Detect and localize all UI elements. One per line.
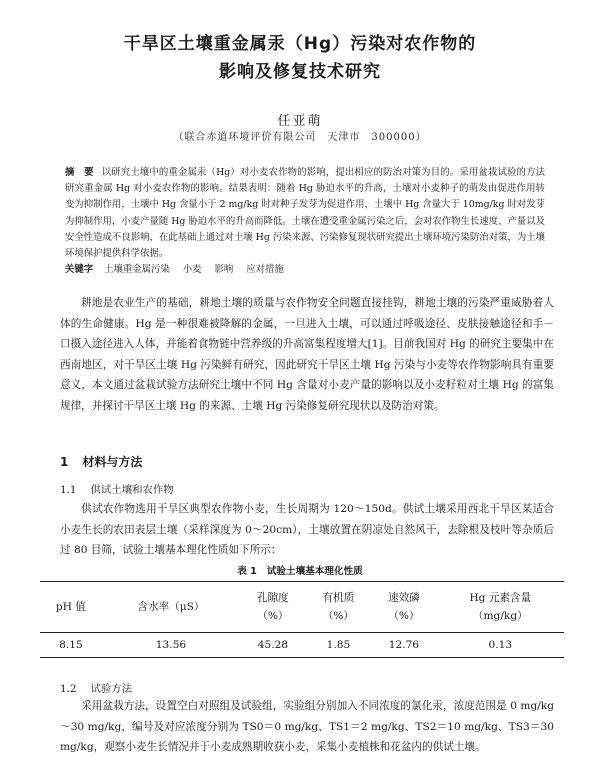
paper-title-line2: 影响及修复技术研究 [219, 62, 381, 82]
table-cell: 8.15 [59, 639, 83, 651]
table-cell: 12.76 [388, 639, 420, 651]
section-heading-1 [60, 453, 142, 470]
table-header-row [40, 582, 564, 633]
subsection-1-2-paragraph: 采用盆栽方法，设置空白对照组及试验组，实验组分别加入不同浓度的氯化汞，浓度范围是 0 mg/kg～30 mg/kg，编号及对应浓度分别为 TS0＝0 mg/kg、TS1＝2 mg/kg、TS2＝10 mg/kg、TS3＝30 mg/kg，观察小麦生长情况并于小麦成熟期收获小麦，采集小麦植株和花盆内的供试土壤。 [60, 700, 554, 754]
table-number: 表 1 [237, 566, 257, 577]
table-header-cell: pH 值 [55, 601, 86, 613]
table-header-cell: Hg 元素含量 （mg/kg） [469, 592, 532, 622]
keyword-item: 影响 [214, 264, 234, 275]
table-cell: 45.28 [257, 639, 289, 651]
table-cell: 0.13 [488, 639, 513, 651]
table-caption-text: 试验土壤基本理化性质 [266, 566, 363, 577]
author-affiliation: （联合赤道环境评价有限公司 天津市 300000） [173, 132, 427, 143]
keywords-label: 关键字 [65, 264, 94, 275]
abstract-text: 以研究土壤中的重金属汞（Hg）对小麦农作物的影响，提出相应的防治对策为目的。采用盆栽试验的方法研究重金属 Hg 对小麦农作物的影响。结果表明：随着 Hg 胁迫水平的升高，土壤对小麦种子的萌发由促进作用转变为抑制作用，土壤中 Hg 含量小于 2 mg/kg 时对种子发芽为促进作用，土壤中 Hg 含量大于 10mg/kg 时对发芽为抑制作用，小麦产量随 Hg 胁迫水平的升高而降低。土壤在遭受重金属污染之后，会对农作物生长速度、产量以及安全性造成不良影响，在此基础上通过对土壤 Hg 污染来源、污染修复现状研究提出土壤环境污染防治对策，为土壤环境保护提供科学依据。 [65, 167, 545, 260]
subsection-number: 1.1 [60, 484, 77, 496]
soil-properties-table [40, 581, 564, 658]
intro-paragraph: 耕地是农业生产的基础，耕地土壤的质量与农作物安全问题直接挂钩，耕地土壤的污染严重威胁着人体的生命健康。Hg 是一种很难被降解的金属，一旦进入土壤，可以通过呼吸途径、皮肤接触途径和手－口摄入途径进入人体，并能着食物链中营养级的升高富集程度增大[1]。目前我国对 Hg 的研究主要集中在西南地区，对干旱区土壤 Hg 污染鲜有研究，因此研究干旱区土壤 Hg 污染与小麦等农作物影响具有重要意义，本文通过盆栽试验方法研究土壤中不同 Hg 含量对小麦产量的影响以及小麦籽粒对土壤 Hg 的富集规律，并探讨干旱区土壤 Hg 的来源、土壤 Hg 污染修复研究现状以及防治对策。 [60, 297, 554, 412]
table-row [40, 633, 564, 658]
section-number: 1 [60, 455, 69, 469]
keyword-item: 应对措施 [246, 264, 284, 275]
author-name: 任亚萌 [277, 114, 323, 129]
abstract-label: 摘 要 [65, 167, 94, 178]
subsection-1-1-paragraph: 供试农作物选用干旱区典型农作物小麦，生长周期为 120～150d。供试土壤采用西北干旱区某适合小麦生长的农田表层土壤（采样深度为 0～20cm），土壤放置在阴凉处自然风干，去除根及枝叶等杂质后过 80 目筛，试验土壤基本理化性质如下所示： [60, 503, 554, 557]
keyword-item: 小麦 [182, 264, 202, 275]
subsection-number: 1.2 [60, 683, 77, 695]
table-header-cell: 有机质 （%） [322, 592, 355, 622]
table-cell: 13.56 [155, 639, 187, 651]
abstract [65, 165, 545, 262]
table-header-cell: 含水率（μS） [137, 601, 205, 613]
subsection-title: 供试土壤和农作物 [90, 484, 174, 496]
subsection-heading-1-1 [60, 481, 174, 496]
table-cell: 1.85 [326, 639, 351, 651]
table-header-cell: 速效磷 （%） [388, 592, 420, 622]
subsection-heading-1-2 [60, 680, 132, 695]
subsection-title: 试验方法 [90, 683, 133, 695]
keyword-item: 土壤重金属污染 [104, 264, 170, 275]
table-header-cell: 孔隙度 （%） [257, 592, 289, 622]
keywords [65, 262, 545, 278]
section-title: 材料与方法 [82, 455, 143, 469]
paper-title-line1: 干旱区土壤重金属汞（Hg）污染对农作物的 [123, 34, 477, 54]
table-caption [0, 563, 600, 577]
